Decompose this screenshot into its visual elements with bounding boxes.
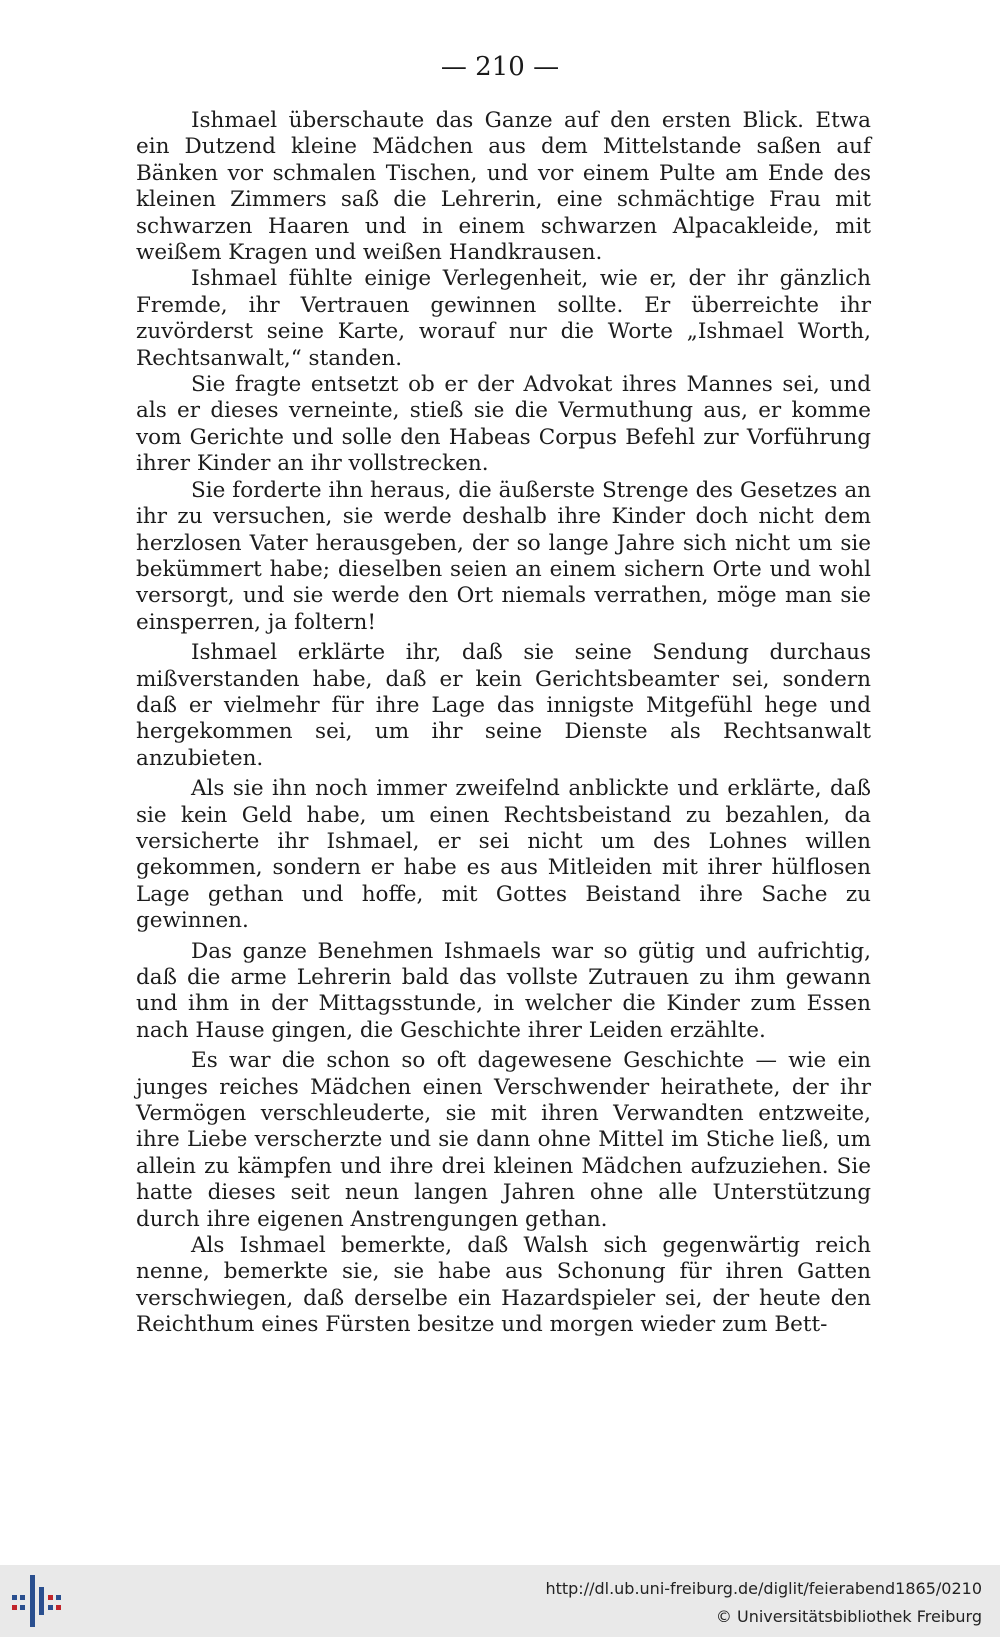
paragraph: Als sie ihn noch immer zweifelnd anblickte und erklärte, daß sie kein Geld habe, um einen Rechtsbeistand zu bezahlen, da versicherte ihr Ishmael, er sei nicht um des Lohnes willen gekommen, sondern er habe es aus Mitleiden mit ihrer hülflosen Lage gethan und hoffe, mit Gottes Beistand ihre Sache zu gewinnen. — [136, 776, 871, 934]
source-url-link[interactable]: http://dl.ub.uni-freiburg.de/diglit/feierabend1865/0210 — [545, 1579, 982, 1598]
paragraph: Es war die schon so oft dagewesene Geschichte — wie ein junges reiches Mädchen einen Verschwender heirathete, der ihr Vermögen verschleuderte, sie mit ihren Verwandten entzweite, ihre Liebe verscherzte und sie dann ohne Mittel im Stiche ließ, um allein zu kämpfen und ihre drei kleinen Mädchen aufzuziehen. Sie hatte dieses seit neun langen Jahren ohne alle Unterstützung durch ihre eigenen Anstrengungen gethan. — [136, 1048, 871, 1232]
paragraph: Sie forderte ihn heraus, die äußerste Strenge des Gesetzes an ihr zu versuchen, sie werde deshalb ihre Kinder doch nicht dem herzlosen Vater herausgeben, der so lange Jahre sich nicht um sie bekümmert habe; dieselben seien an einem sichern Orte und wohl versorgt, und sie werde den Ort niemals verrathen, möge man sie einsperren, ja foltern! — [136, 477, 871, 635]
paragraph: Ishmael erklärte ihr, daß sie seine Sendung durchaus mißverstanden habe, daß er kein Gerichtsbeamter sei, sondern daß er vielmehr für ihre Lage das innigste Mitgefühl hege und hergekommen sei, um ihr seine Dienste als Rechtsanwalt anzubieten. — [136, 640, 871, 771]
footer-bar — [0, 1565, 1000, 1637]
paragraph: Ishmael fühlte einige Verlegenheit, wie er, der ihr gänzlich Fremde, ihr Vertrauen gewinnen sollte. Er überreichte ihr zuvörderst seine Karte, worauf nur die Worte „Ishmael Worth, Rechtsanwalt,“ standen. — [136, 266, 871, 371]
paragraph: Ishmael überschaute das Ganze auf den ersten Blick. Etwa ein Dutzend kleine Mädchen aus dem Mittelstande saßen auf Bänken vor schmalen Tischen, und vor einem Pulte am Ende des kleinen Zimmers saß die Lehrerin, eine schmächtige Frau mit schwarzen Haaren und in einem schwarzen Alpacakleide, mit weißem Kragen und weißen Handkrausen. — [136, 108, 871, 266]
body-text — [136, 108, 871, 1339]
paragraph: Sie fragte entsetzt ob er der Advokat ihres Mannes sei, und als er dieses verneinte, stieß sie die Vermuthung aus, er komme vom Gerichte und solle den Habeas Corpus Befehl zur Vorführung ihrer Kinder an ihr vollstrecken. — [136, 372, 871, 477]
paragraph: Das ganze Benehmen Ishmaels war so gütig und aufrichtig, daß die arme Lehrerin bald das vollste Zutrauen zu ihm gewann und ihm in der Mittagsstunde, in welcher die Kinder zum Essen nach Hause gingen, die Geschichte ihrer Leiden erzählte. — [136, 938, 871, 1043]
page-number: — 210 — — [440, 52, 560, 82]
copyright-notice: © Universitätsbibliothek Freiburg — [715, 1607, 982, 1626]
university-library-logo-icon — [8, 1573, 64, 1629]
paragraph: Als Ishmael bemerkte, daß Walsh sich gegenwärtig reich nenne, bemerkte sie, sie habe aus Schonung für ihren Gatten verschwiegen, daß derselbe ein Hazardspieler sei, der heute den Reichthum eines Fürsten besitze und morgen wieder zum Bett- — [136, 1233, 871, 1338]
